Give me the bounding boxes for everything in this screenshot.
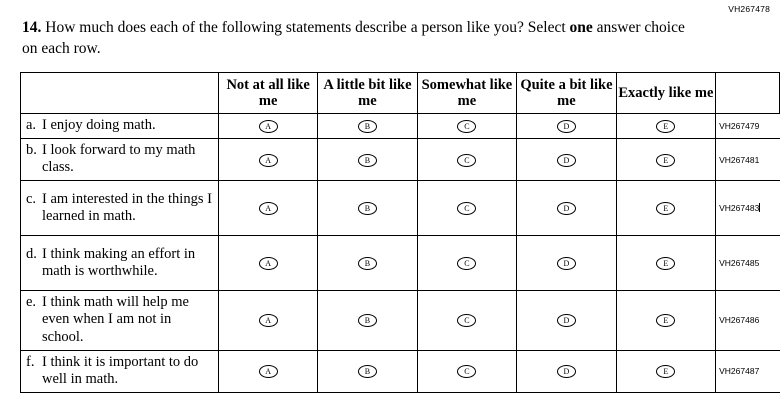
bubble-cell-f-4[interactable]: [517, 350, 616, 392]
bubble-cell-b-1[interactable]: [219, 139, 318, 181]
header-stem-blank: [21, 73, 219, 114]
row-statement: I think math will help me even when I am not in school.: [42, 294, 189, 345]
bubble-cell-e-3[interactable]: [417, 291, 517, 350]
question-text-part2: answer choice on each row.: [22, 19, 685, 57]
question-number: 14.: [22, 19, 42, 36]
header-option-3: Somewhat like me: [417, 73, 517, 114]
row-letter: b.: [26, 142, 37, 159]
radio-bubble-a[interactable]: A: [259, 365, 278, 378]
bubble-cell-f-3[interactable]: [417, 350, 517, 392]
radio-bubble-b[interactable]: B: [358, 202, 377, 215]
row-item-id: [716, 181, 780, 236]
table-row: [21, 236, 780, 291]
bubble-cell-e-5[interactable]: [616, 291, 716, 350]
bubble-cell-b-5[interactable]: [616, 139, 716, 181]
bubble-cell-d-1[interactable]: [219, 236, 318, 291]
bubble-cell-c-1[interactable]: [219, 181, 318, 236]
header-option-1: Not at all like me: [219, 73, 318, 114]
bubble-cell-f-1[interactable]: [219, 350, 318, 392]
bubble-cell-e-4[interactable]: [517, 291, 616, 350]
row-statement: I look forward to my math class.: [42, 142, 196, 176]
row-letter: e.: [26, 294, 37, 311]
row-statement: I think it is important to do well in math.: [42, 353, 199, 387]
bubble-cell-b-3[interactable]: [417, 139, 517, 181]
row-item-id: VH267486: [716, 291, 780, 350]
radio-bubble-c[interactable]: C: [457, 257, 476, 270]
bubble-cell-d-3[interactable]: [417, 236, 517, 291]
page-item-id: VH267478: [728, 4, 770, 14]
row-stem-a: [21, 114, 219, 139]
row-statement: I enjoy doing math.: [42, 117, 156, 133]
bubble-cell-f-2[interactable]: [318, 350, 417, 392]
radio-bubble-d[interactable]: D: [557, 202, 576, 215]
row-letter: a.: [26, 117, 37, 133]
row-stem-f: [21, 350, 219, 392]
radio-bubble-e[interactable]: E: [656, 314, 675, 327]
table-row: [21, 114, 780, 139]
question-text-emphasis: one: [569, 19, 593, 36]
radio-bubble-b[interactable]: B: [358, 314, 377, 327]
radio-bubble-e[interactable]: E: [656, 257, 675, 270]
question-prompt: [22, 18, 702, 60]
radio-bubble-c[interactable]: C: [457, 314, 476, 327]
bubble-cell-c-2[interactable]: [318, 181, 417, 236]
radio-bubble-a[interactable]: A: [259, 120, 278, 133]
bubble-cell-d-5[interactable]: [616, 236, 716, 291]
bubble-cell-d-4[interactable]: [517, 236, 616, 291]
radio-bubble-c[interactable]: C: [457, 120, 476, 133]
radio-bubble-c[interactable]: C: [457, 365, 476, 378]
bubble-cell-a-3[interactable]: [417, 114, 517, 139]
row-item-id: VH267481: [716, 139, 780, 181]
row-statement: I think making an effort in math is worthwhile.: [42, 245, 196, 279]
radio-bubble-d[interactable]: D: [557, 314, 576, 327]
row-stem-c: [21, 181, 219, 236]
radio-bubble-b[interactable]: B: [358, 257, 377, 270]
bubble-cell-c-5[interactable]: [616, 181, 716, 236]
table-row: [21, 139, 780, 181]
radio-bubble-c[interactable]: C: [457, 154, 476, 167]
radio-bubble-a[interactable]: A: [259, 202, 278, 215]
header-option-4: Quite a bit like me: [517, 73, 616, 114]
radio-bubble-e[interactable]: E: [656, 154, 675, 167]
row-letter: d.: [26, 245, 37, 262]
row-stem-b: [21, 139, 219, 181]
row-item-id-text: VH267483: [719, 203, 760, 214]
radio-bubble-c[interactable]: C: [457, 202, 476, 215]
question-text-part1: How much does each of the following statements describe a person like you? Select: [45, 19, 570, 36]
response-matrix-table: [20, 72, 780, 393]
radio-bubble-d[interactable]: D: [557, 365, 576, 378]
row-item-id: VH267485: [716, 236, 780, 291]
bubble-cell-a-4[interactable]: [517, 114, 616, 139]
row-statement: I am interested in the things I learned in math.: [42, 190, 212, 224]
radio-bubble-b[interactable]: B: [358, 365, 377, 378]
text-cursor: [759, 203, 760, 212]
radio-bubble-d[interactable]: D: [557, 120, 576, 133]
bubble-cell-c-3[interactable]: [417, 181, 517, 236]
radio-bubble-b[interactable]: B: [358, 120, 377, 133]
bubble-cell-e-1[interactable]: [219, 291, 318, 350]
bubble-cell-a-5[interactable]: [616, 114, 716, 139]
radio-bubble-a[interactable]: A: [259, 154, 278, 167]
bubble-cell-d-2[interactable]: [318, 236, 417, 291]
bubble-cell-a-2[interactable]: [318, 114, 417, 139]
table-row: [21, 181, 780, 236]
radio-bubble-d[interactable]: D: [557, 257, 576, 270]
bubble-cell-b-4[interactable]: [517, 139, 616, 181]
bubble-cell-c-4[interactable]: [517, 181, 616, 236]
radio-bubble-d[interactable]: D: [557, 154, 576, 167]
header-option-5: Exactly like me: [616, 73, 716, 114]
radio-bubble-a[interactable]: A: [259, 257, 278, 270]
header-option-2: A little bit like me: [318, 73, 417, 114]
radio-bubble-a[interactable]: A: [259, 314, 278, 327]
bubble-cell-f-5[interactable]: [616, 350, 716, 392]
table-row: [21, 350, 780, 392]
bubble-cell-b-2[interactable]: [318, 139, 417, 181]
header-id-blank: [716, 73, 780, 114]
row-letter: c.: [26, 190, 37, 207]
row-item-id: VH267487: [716, 350, 780, 392]
table-header-row: [21, 73, 780, 114]
radio-bubble-b[interactable]: B: [358, 154, 377, 167]
row-stem-e: [21, 291, 219, 350]
table-row: [21, 291, 780, 350]
row-letter: f.: [26, 353, 35, 370]
row-stem-d: [21, 236, 219, 291]
radio-bubble-e[interactable]: E: [656, 202, 675, 215]
bubble-cell-a-1[interactable]: [219, 114, 318, 139]
row-item-id: VH267479: [716, 114, 780, 139]
radio-bubble-e[interactable]: E: [656, 120, 675, 133]
radio-bubble-e[interactable]: E: [656, 365, 675, 378]
bubble-cell-e-2[interactable]: [318, 291, 417, 350]
